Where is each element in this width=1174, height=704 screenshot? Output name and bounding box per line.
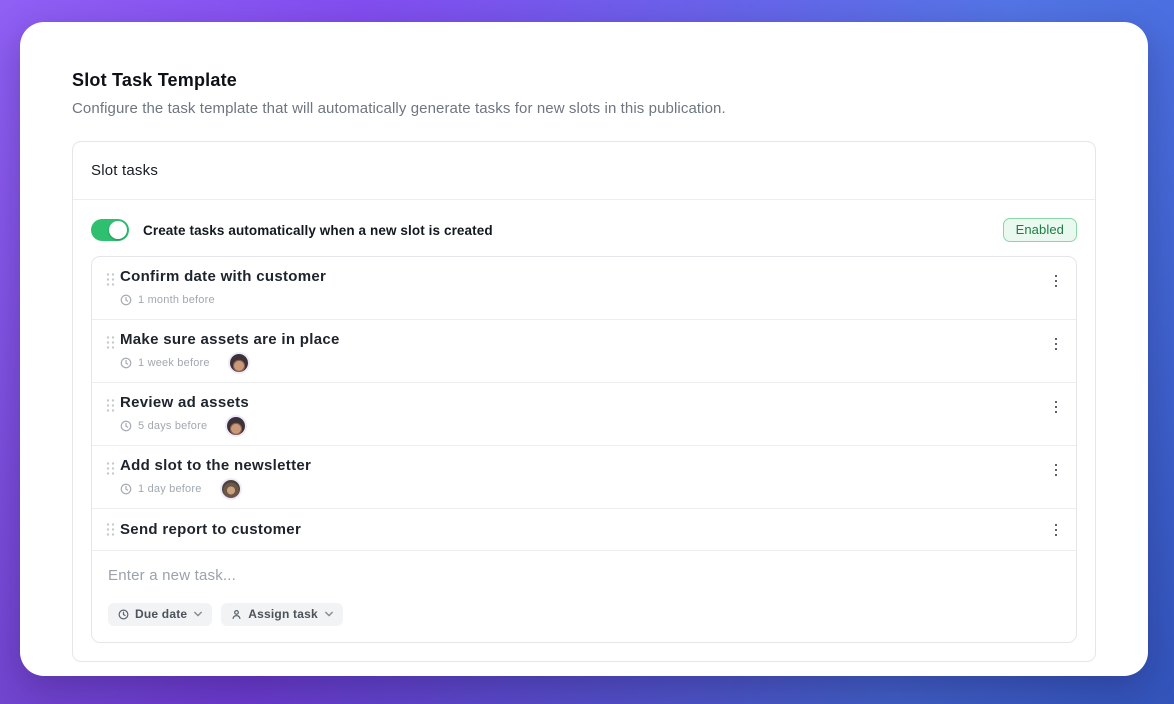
assign-task-button[interactable]: [221, 603, 343, 626]
status-badge: Enabled: [1003, 218, 1077, 242]
drag-handle-icon[interactable]: [100, 268, 120, 287]
task-row[interactable]: [92, 446, 1076, 509]
task-title: Make sure assets are in place: [120, 331, 340, 348]
task-list: [91, 256, 1077, 643]
task-title: Add slot to the newsletter: [120, 457, 312, 474]
assignee-avatar[interactable]: [230, 354, 248, 372]
clock-icon: [120, 294, 132, 306]
new-task-composer: [92, 551, 1076, 642]
drag-handle-icon[interactable]: [100, 394, 120, 413]
chevron-down-icon: [325, 611, 333, 617]
clock-icon: [120, 420, 132, 432]
task-menu-button[interactable]: [1046, 523, 1060, 537]
task-due-label: 5 days before: [138, 420, 208, 432]
task-menu-button[interactable]: [1046, 457, 1060, 477]
auto-create-toggle[interactable]: [91, 219, 129, 241]
task-title: Confirm date with customer: [120, 268, 327, 285]
task-due-label: 1 day before: [138, 483, 202, 495]
person-icon: [231, 609, 242, 620]
task-row[interactable]: [92, 509, 1076, 551]
drag-handle-icon[interactable]: [100, 522, 120, 537]
assignee-avatar[interactable]: [222, 480, 240, 498]
chevron-down-icon: [194, 611, 202, 617]
auto-create-toggle-row: [91, 218, 1077, 242]
clock-icon: [120, 483, 132, 495]
clock-icon: [118, 609, 129, 620]
assignee-avatar[interactable]: [227, 417, 245, 435]
drag-handle-icon[interactable]: [100, 457, 120, 476]
task-title: Send report to customer: [120, 521, 302, 538]
drag-handle-icon[interactable]: [100, 331, 120, 350]
auto-create-toggle-label: Create tasks automatically when a new slot is created: [143, 222, 493, 238]
panel-header: Slot tasks: [73, 142, 1095, 200]
task-due-label: 1 month before: [138, 294, 215, 306]
slot-tasks-panel: [72, 141, 1096, 662]
task-row[interactable]: [92, 320, 1076, 383]
task-row[interactable]: [92, 383, 1076, 446]
page-subtitle: Configure the task template that will automatically generate tasks for new slots in this publication.: [72, 100, 726, 117]
new-task-input[interactable]: [108, 567, 1060, 584]
due-date-button-label: Due date: [135, 607, 188, 621]
task-menu-button[interactable]: [1046, 268, 1060, 288]
clock-icon: [120, 357, 132, 369]
task-row[interactable]: [92, 257, 1076, 320]
task-menu-button[interactable]: [1046, 394, 1060, 414]
task-title: Review ad assets: [120, 394, 250, 411]
settings-card: [20, 22, 1148, 676]
assign-task-button-label: Assign task: [248, 607, 318, 621]
page-title: Slot Task Template: [72, 70, 237, 90]
due-date-button[interactable]: [108, 603, 212, 626]
task-due-label: 1 week before: [138, 357, 210, 369]
task-menu-button[interactable]: [1046, 331, 1060, 351]
